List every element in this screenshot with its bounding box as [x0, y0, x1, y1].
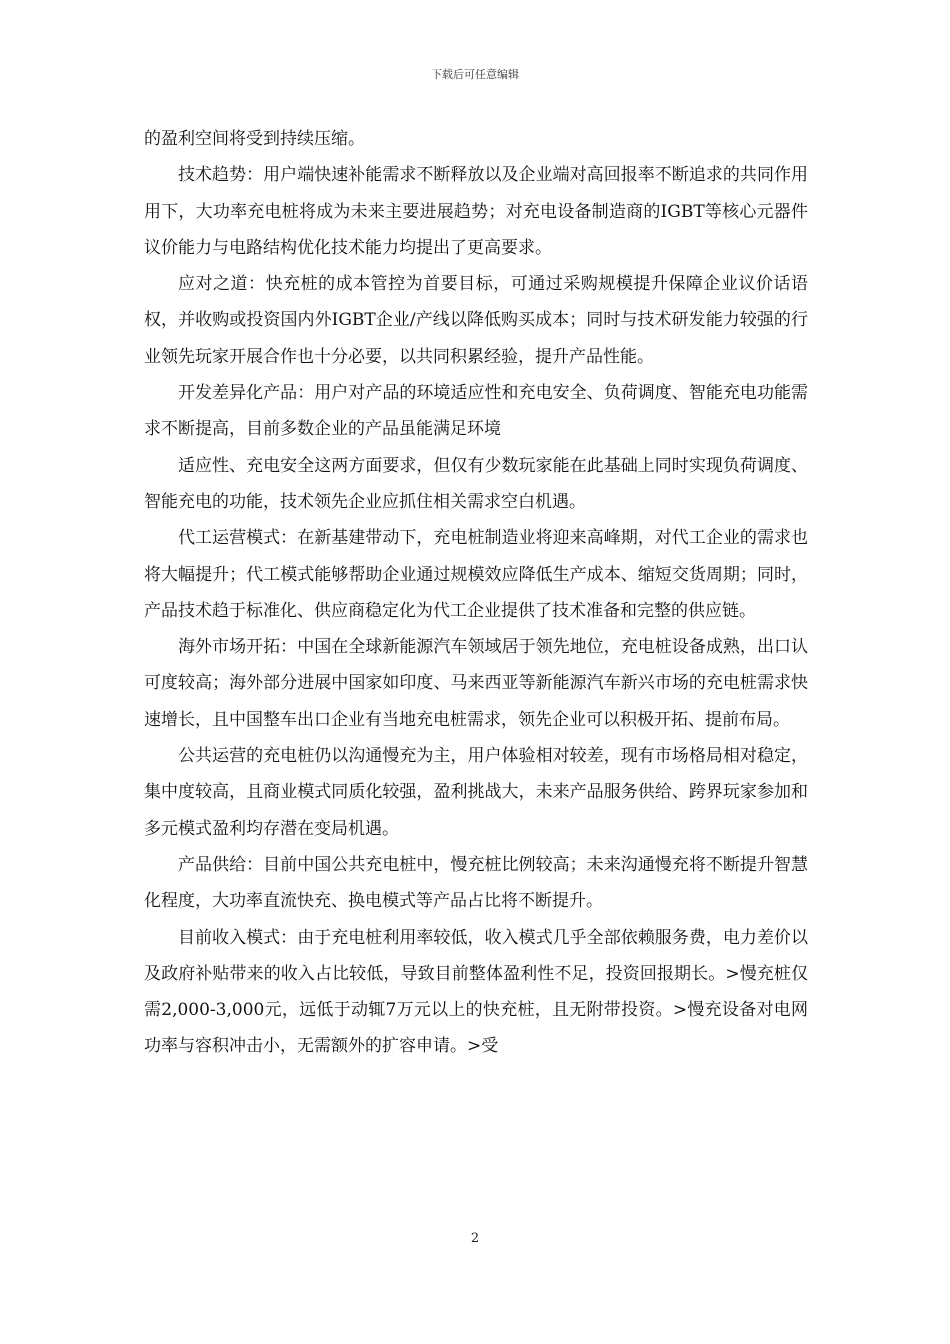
- paragraph-oem-model: 代工运营模式：在新基建带动下，充电桩制造业将迎来高峰期，对代工企业的需求也将大幅提升；代工模式能够帮助企业通过规模效应降低生产成本、缩短交货周期；同时，产品技术趋于标准化、供应商稳定化为代工企业提供了技术准备和完整的供应链。: [144, 528, 808, 621]
- paragraph-continuation: 的盈利空间将受到持续压缩。: [144, 129, 365, 149]
- paragraph-public-operation: 公共运营的充电桩仍以沟通慢充为主，用户体验相对较差，现有市场格局相对稳定，集中度较高，且商业模式同质化较强，盈利挑战大，未来产品服务供给、跨界玩家参加和多元模式盈利均存潜在变局机遇。: [144, 746, 808, 839]
- page-header: 下载后可任意编辑: [431, 68, 519, 81]
- document-body: [144, 121, 808, 1065]
- paragraph-differentiated-products: 开发差异化产品：用户对产品的环境适应性和充电安全、负荷调度、智能充电功能需求不断提高，目前多数企业的产品虽能满足环境: [144, 383, 808, 440]
- paragraph-overseas-market: 海外市场开拓：中国在全球新能源汽车领域居于领先地位，充电桩设备成熟，出口认可度较高；海外部分进展中国家如印度、马来西亚等新能源汽车新兴市场的充电桩需求快速增长，且中国整车出口企业有当地充电桩需求，领先企业可以积极开拓、提前布局。: [144, 637, 808, 730]
- page-number: 2: [470, 1231, 480, 1246]
- paragraph-product-supply: 产品供给：目前中国公共充电桩中，慢充桩比例较高；未来沟通慢充将不断提升智慧化程度，大功率直流快充、换电模式等产品占比将不断提升。: [144, 854, 808, 912]
- paragraph-countermeasure: 应对之道：快充桩的成本管控为首要目标，可通过采购规模提升保障企业议价话语权，并收购或投资国内外IGBT企业/产线以降低购买成本；同时与技术研发能力较强的行业领先玩家开展合作也十分必要，以共同积累经验，提升产品性能。: [144, 274, 808, 367]
- paragraph-tech-trend: 技术趋势：用户端快速补能需求不断释放以及企业端对高回报率不断追求的共同作用用下，大功率充电桩将成为未来主要进展趋势；对充电设备制造商的IGBT等核心元器件议价能力与电路结构优化技术能力均提出了更高要求。: [144, 165, 808, 258]
- paragraph-revenue-model: 目前收入模式：由于充电桩利用率较低，收入模式几乎全部依赖服务费，电力差价以及政府补贴带来的收入占比较低，导致目前整体盈利性不足，投资回报期长。>慢充桩仅需2,000-3,000元，远低于动辄7万元以上的快充桩，且无附带投资。>慢充设备对电网功率与容积冲击小，无需额外的扩容申请。>受: [144, 927, 808, 1057]
- paragraph-adaptability: 适应性、充电安全这两方面要求，但仅有少数玩家能在此基础上同时实现负荷调度、智能充电的功能，技术领先企业应抓住相关需求空白机遇。: [144, 455, 808, 512]
